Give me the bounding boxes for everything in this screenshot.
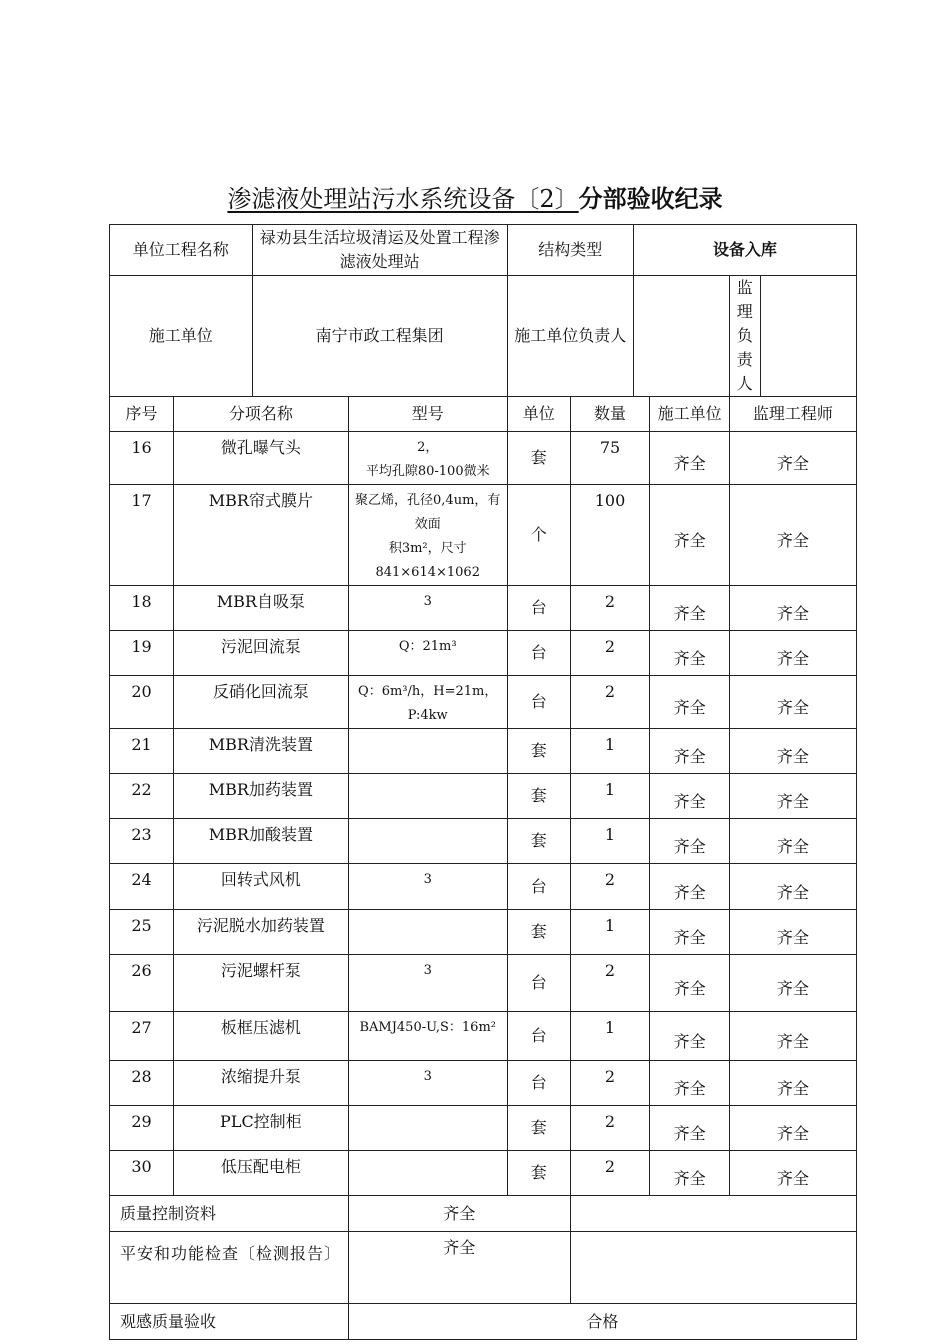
model-line: 3 [423, 1069, 432, 1084]
model-line: 841×614×1062 [375, 565, 480, 580]
model-line: 积3m²，尺寸 [388, 541, 467, 556]
item-no: 28 [110, 1061, 174, 1106]
item-supervisor-check [729, 819, 856, 864]
item-no: 16 [110, 432, 174, 485]
item-unit: 套 [507, 910, 570, 955]
contractor-value: 南宁市政工程集团 [252, 276, 507, 397]
safety-check-value: 齐全 [348, 1232, 570, 1304]
item-unit: 套 [507, 729, 570, 774]
item-name: PLC控制柜 [174, 1106, 349, 1151]
contractor-check-text: 齐全 [673, 792, 706, 811]
item-no: 24 [110, 864, 174, 910]
supervisor-check-text: 齐全 [776, 1124, 809, 1143]
item-model [348, 1061, 507, 1106]
item-model [348, 631, 507, 676]
item-supervisor-check [729, 485, 856, 586]
item-unit: 台 [507, 676, 570, 729]
item-unit: 台 [507, 586, 570, 631]
item-no: 29 [110, 1106, 174, 1151]
item-row [110, 1061, 857, 1106]
item-supervisor-check [729, 955, 856, 1012]
item-row [110, 676, 857, 729]
item-row [110, 864, 857, 910]
item-name: MBR加酸装置 [174, 819, 349, 864]
item-name: 浓缩提升泵 [174, 1061, 349, 1106]
item-no: 21 [110, 729, 174, 774]
item-name: 板框压滤机 [174, 1012, 349, 1061]
supervisor-check-text: 齐全 [776, 604, 809, 623]
supervisor-check-text: 齐全 [776, 649, 809, 668]
item-no: 19 [110, 631, 174, 676]
item-qty: 100 [570, 485, 650, 586]
item-model [348, 1012, 507, 1061]
item-row [110, 586, 857, 631]
contractor-lead-value [633, 276, 729, 397]
item-contractor-check [650, 676, 730, 729]
item-qty: 2 [570, 1151, 650, 1196]
supervisor-check-text: 齐全 [776, 1169, 809, 1188]
item-no: 18 [110, 586, 174, 631]
col-header-supervisor: 监理工程师 [729, 397, 856, 432]
item-row [110, 1106, 857, 1151]
item-contractor-check [650, 910, 730, 955]
item-row [110, 819, 857, 864]
item-supervisor-check [729, 586, 856, 631]
item-qty: 2 [570, 1061, 650, 1106]
item-contractor-check [650, 631, 730, 676]
contractor-check-text: 齐全 [673, 1079, 706, 1098]
item-name: 污泥脱水加药装置 [174, 910, 349, 955]
item-contractor-check [650, 1106, 730, 1151]
item-unit: 个 [507, 485, 570, 586]
supervisor-check-text: 齐全 [776, 1032, 809, 1051]
contractor-check-text: 齐全 [673, 882, 706, 902]
item-unit: 台 [507, 864, 570, 910]
item-qty: 1 [570, 819, 650, 864]
item-qty: 1 [570, 910, 650, 955]
model-line: 聚乙烯，孔径0,4um，有效面 [355, 493, 501, 532]
item-name: 回转式风机 [174, 864, 349, 910]
item-supervisor-check [729, 1061, 856, 1106]
item-row [110, 774, 857, 819]
col-header-name: 分项名称 [174, 397, 349, 432]
item-unit: 台 [507, 1012, 570, 1061]
item-no: 25 [110, 910, 174, 955]
contractor-check-text: 齐全 [673, 454, 706, 473]
supervisor-check-text: 齐全 [776, 454, 809, 473]
col-header-no: 序号 [110, 397, 174, 432]
item-unit: 套 [507, 432, 570, 485]
item-row [110, 1012, 857, 1061]
item-model [348, 864, 507, 910]
item-model [348, 910, 507, 955]
item-unit: 套 [507, 819, 570, 864]
model-line: 2， [417, 440, 439, 455]
item-name: MBR加药装置 [174, 774, 349, 819]
item-model [348, 1151, 507, 1196]
col-header-qty: 数量 [570, 397, 650, 432]
appearance-label: 观感质量验收 [110, 1304, 349, 1340]
structure-type-label: 结构类型 [507, 225, 633, 276]
item-row [110, 432, 857, 485]
item-unit: 台 [507, 1061, 570, 1106]
contractor-check-text: 齐全 [673, 979, 706, 998]
item-name: 微孔曝气头 [174, 432, 349, 485]
item-name: 污泥回流泵 [174, 631, 349, 676]
item-contractor-check [650, 1061, 730, 1106]
supervisor-check-text: 齐全 [776, 837, 809, 856]
acceptance-record-table [109, 224, 857, 1340]
item-unit: 套 [507, 1151, 570, 1196]
model-line: Q：21m³ [398, 639, 457, 654]
model-line: 3 [423, 872, 432, 887]
item-model [348, 485, 507, 586]
contractor-check-text: 齐全 [673, 649, 706, 668]
item-supervisor-check [729, 1151, 856, 1196]
item-qty: 2 [570, 586, 650, 631]
title-part1: 渗滤液处理站污水系统设备〔2〕 [227, 185, 579, 213]
item-unit: 台 [507, 631, 570, 676]
item-contractor-check [650, 1151, 730, 1196]
col-header-unit: 单位 [507, 397, 570, 432]
model-line: 3 [423, 594, 432, 609]
item-supervisor-check [729, 729, 856, 774]
item-supervisor-check [729, 1012, 856, 1061]
contractor-check-text: 齐全 [673, 1032, 706, 1051]
item-contractor-check [650, 819, 730, 864]
structure-type-value: 设备入库 [633, 225, 856, 276]
item-qty: 1 [570, 729, 650, 774]
header-row-project [110, 225, 857, 276]
header-row-contractor [110, 276, 857, 397]
supervisor-check-text: 齐全 [776, 979, 809, 998]
item-model [348, 819, 507, 864]
item-model [348, 1106, 507, 1151]
safety-check-remark [570, 1232, 856, 1304]
safety-check-label: 平安和功能检查〔检测报告〕 [110, 1232, 349, 1304]
unit-project-value: 禄劝县生活垃圾清运及处置工程渗滤液处理站 [252, 225, 507, 276]
item-model [348, 676, 507, 729]
item-supervisor-check [729, 864, 856, 910]
supervisor-check-text: 齐全 [776, 698, 809, 717]
supervisor-check-text: 齐全 [776, 882, 809, 902]
item-name: 低压配电柜 [174, 1151, 349, 1196]
quality-docs-remark [570, 1196, 856, 1232]
item-no: 22 [110, 774, 174, 819]
item-row [110, 1151, 857, 1196]
item-unit: 套 [507, 1106, 570, 1151]
model-line: Q：6m³/h，H=21m，P:4kw [358, 684, 498, 723]
item-supervisor-check [729, 676, 856, 729]
quality-docs-label: 质量控制资料 [110, 1196, 349, 1232]
model-line: BAMJ450-U,S：16m² [359, 1020, 496, 1035]
model-line: 3 [423, 963, 432, 978]
item-no: 30 [110, 1151, 174, 1196]
item-no: 17 [110, 485, 174, 586]
item-contractor-check [650, 864, 730, 910]
footer-row-appearance [110, 1304, 857, 1340]
item-row [110, 485, 857, 586]
supervisor-lead-value [760, 276, 856, 397]
item-row [110, 729, 857, 774]
item-name: MBR自吸泵 [174, 586, 349, 631]
item-row [110, 955, 857, 1012]
contractor-check-text: 齐全 [673, 747, 706, 766]
quality-docs-value: 齐全 [348, 1196, 570, 1232]
column-header-row [110, 397, 857, 432]
supervisor-check-text: 齐全 [776, 792, 809, 811]
item-qty: 2 [570, 631, 650, 676]
contractor-lead-label: 施工单位负责人 [507, 276, 633, 397]
item-contractor-check [650, 485, 730, 586]
item-name: MBR帘式膜片 [174, 485, 349, 586]
item-name: 污泥螺杆泵 [174, 955, 349, 1012]
item-model [348, 432, 507, 485]
item-contractor-check [650, 729, 730, 774]
col-header-contractor: 施工单位 [650, 397, 730, 432]
contractor-check-text: 齐全 [673, 698, 706, 717]
col-header-model: 型号 [348, 397, 507, 432]
item-row [110, 631, 857, 676]
item-model [348, 729, 507, 774]
item-name: MBR清洗装置 [174, 729, 349, 774]
item-supervisor-check [729, 774, 856, 819]
item-qty: 2 [570, 864, 650, 910]
item-no: 26 [110, 955, 174, 1012]
item-contractor-check [650, 774, 730, 819]
supervisor-check-text: 齐全 [776, 1079, 809, 1098]
supervisor-check-text: 齐全 [776, 928, 809, 947]
supervisor-check-text: 齐全 [776, 747, 809, 766]
contractor-check-text: 齐全 [673, 1124, 706, 1143]
supervisor-lead-label: 监理负责人 [729, 276, 760, 397]
item-contractor-check [650, 586, 730, 631]
item-contractor-check [650, 432, 730, 485]
item-supervisor-check [729, 631, 856, 676]
item-qty: 1 [570, 774, 650, 819]
footer-row-safety [110, 1232, 857, 1304]
contractor-check-text: 齐全 [673, 928, 706, 947]
contractor-check-text: 齐全 [673, 1169, 706, 1188]
footer-row-quality [110, 1196, 857, 1232]
item-qty: 1 [570, 1012, 650, 1061]
contractor-label: 施工单位 [110, 276, 253, 397]
unit-project-label: 单位工程名称 [110, 225, 253, 276]
item-model [348, 586, 507, 631]
item-unit: 台 [507, 955, 570, 1012]
item-name: 反硝化回流泵 [174, 676, 349, 729]
contractor-check-text: 齐全 [673, 837, 706, 856]
supervisor-check-text: 齐全 [776, 531, 809, 550]
item-contractor-check [650, 955, 730, 1012]
title-part2: 分部验收纪录 [578, 184, 723, 213]
item-qty: 75 [570, 432, 650, 485]
document-title [0, 182, 950, 216]
item-qty: 2 [570, 955, 650, 1012]
item-no: 23 [110, 819, 174, 864]
item-no: 27 [110, 1012, 174, 1061]
item-model [348, 955, 507, 1012]
model-line: 平均孔隙80-100微米 [365, 464, 490, 479]
item-qty: 2 [570, 1106, 650, 1151]
item-supervisor-check [729, 432, 856, 485]
item-unit: 套 [507, 774, 570, 819]
item-qty: 2 [570, 676, 650, 729]
item-supervisor-check [729, 1106, 856, 1151]
item-row [110, 910, 857, 955]
appearance-value: 合格 [348, 1304, 856, 1340]
item-contractor-check [650, 1012, 730, 1061]
contractor-check-text: 齐全 [673, 531, 706, 550]
contractor-check-text: 齐全 [673, 604, 706, 623]
item-supervisor-check [729, 910, 856, 955]
item-no: 20 [110, 676, 174, 729]
item-model [348, 774, 507, 819]
